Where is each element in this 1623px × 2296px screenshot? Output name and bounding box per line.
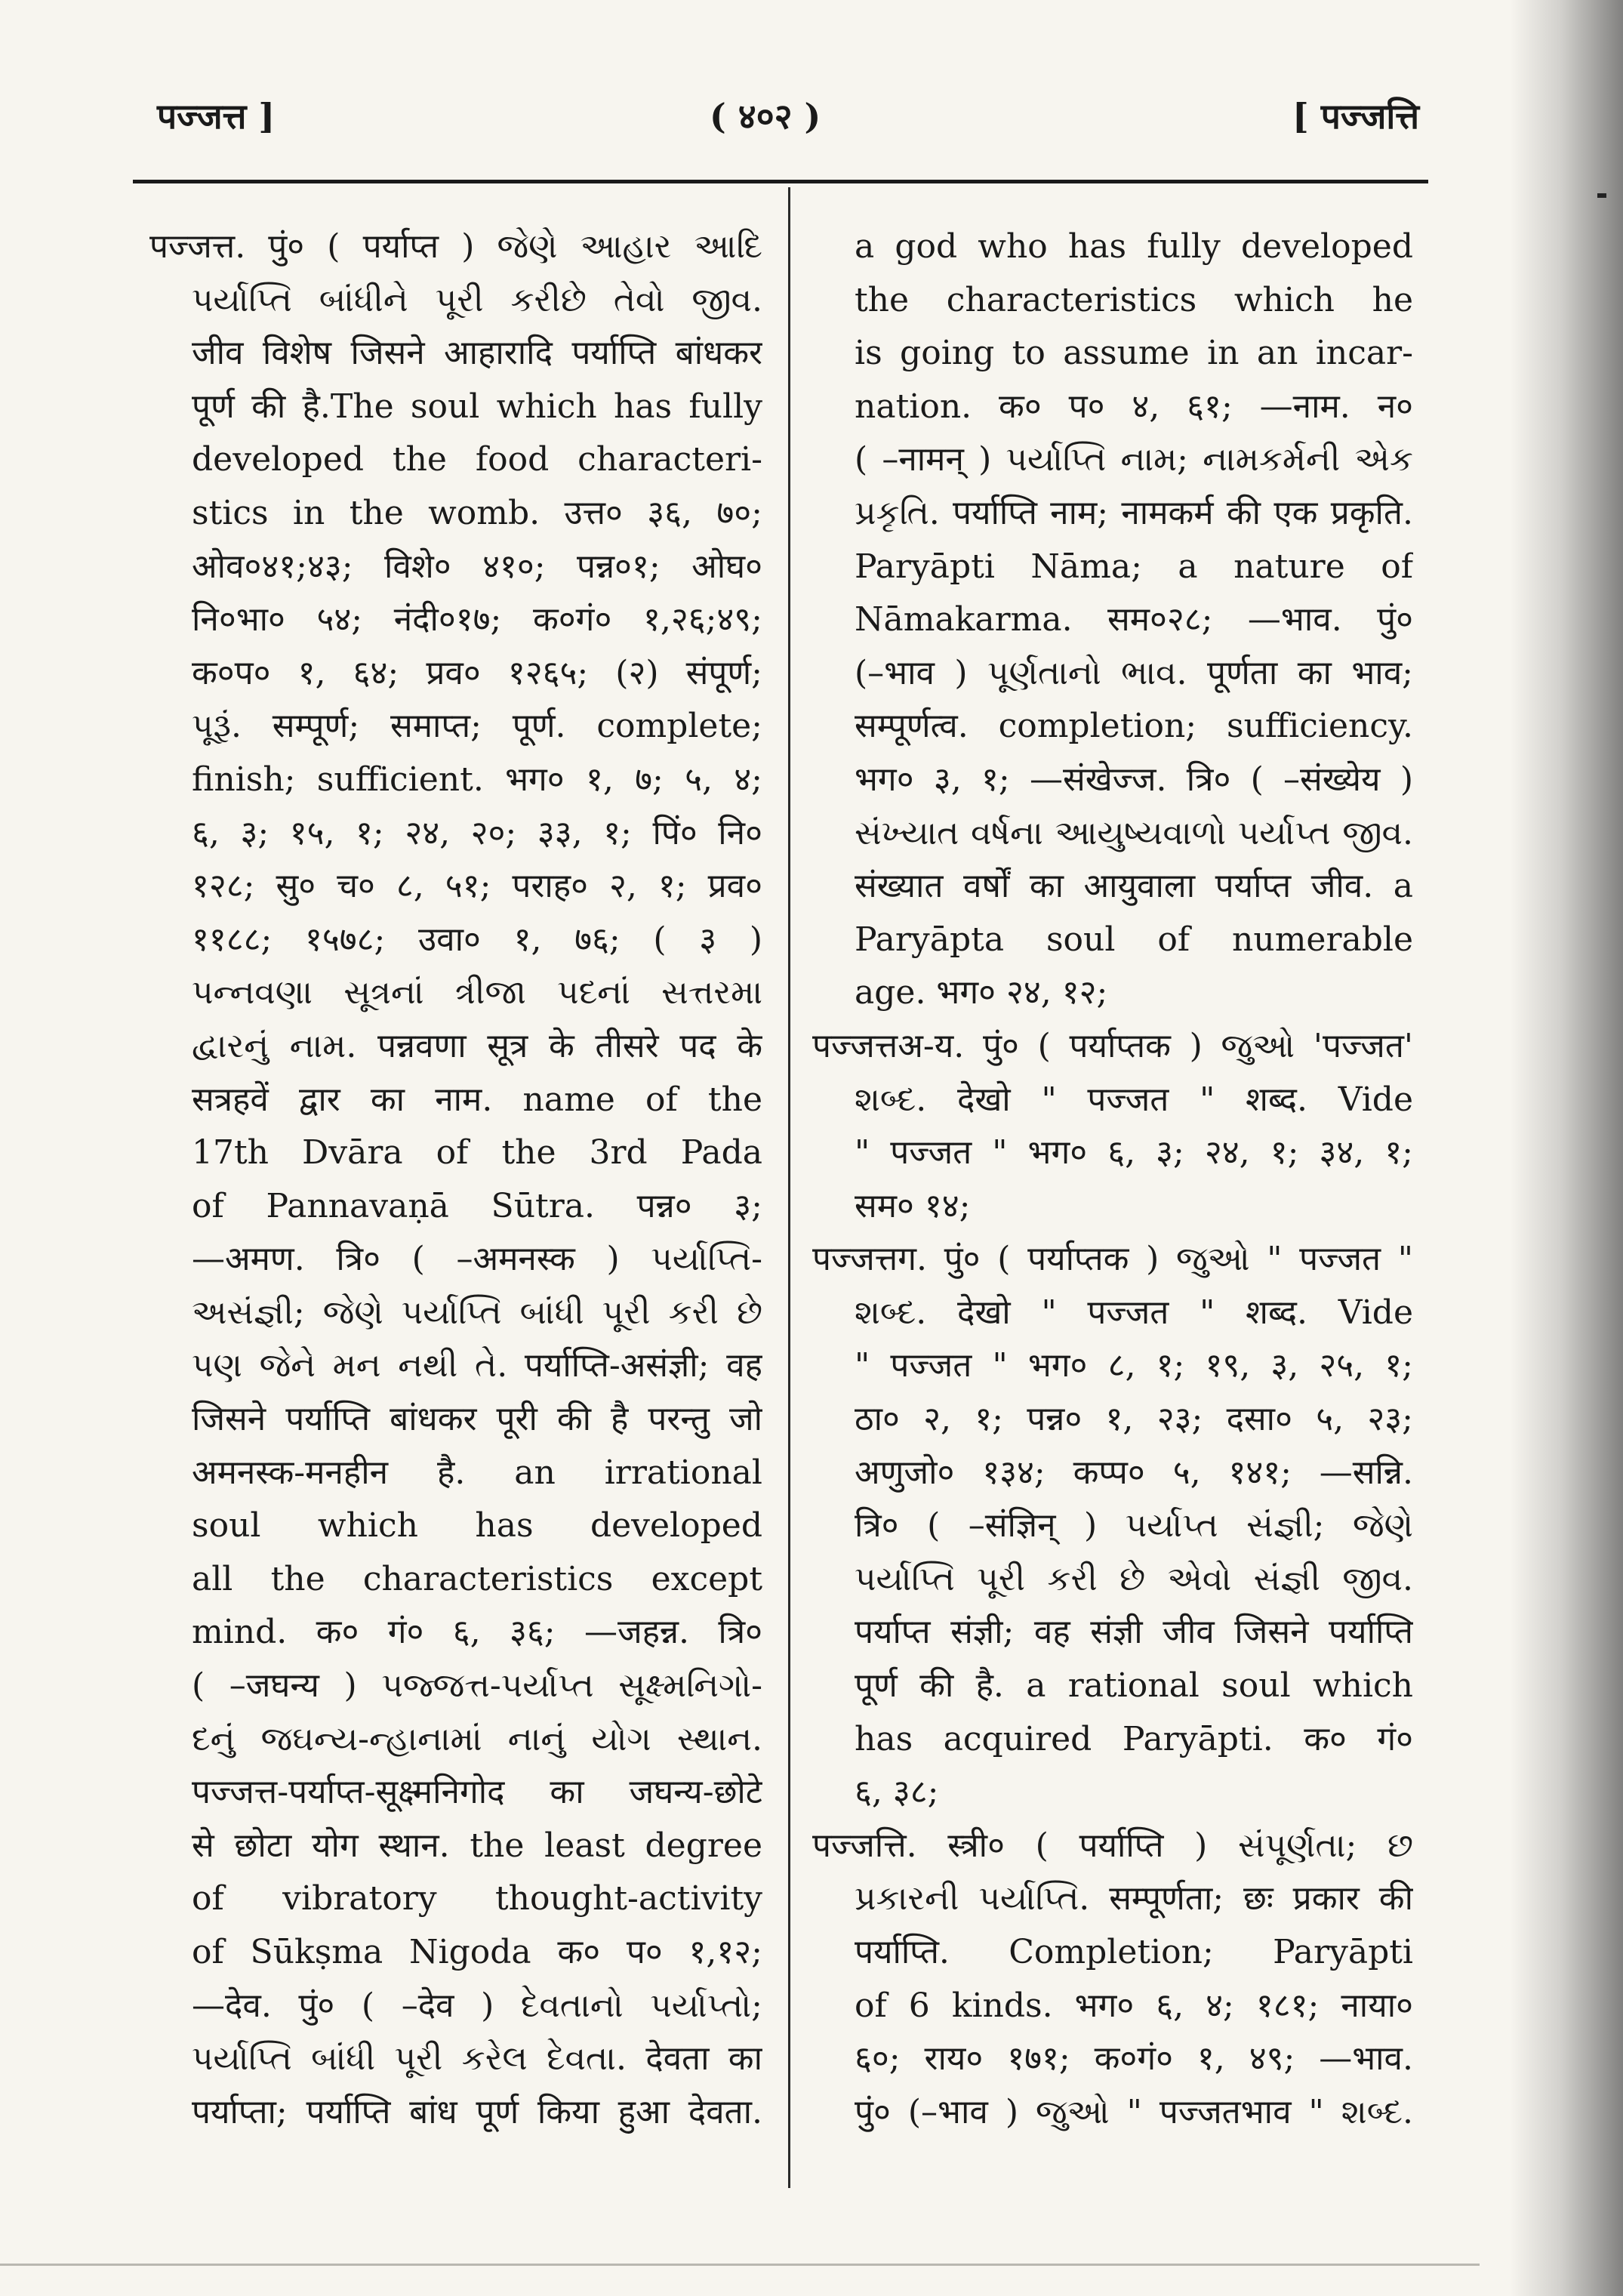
entry-line: પર્યાપ્તિ પૂરી કરી છે એવો સંજ્ઞી જીવ. <box>855 1559 1413 1598</box>
entry-line: Paryāpta soul of numerable <box>855 920 1413 959</box>
entry-line: પ્રકૃતિ. पर्याप्ति नाम; नामकर्म की एक प्रकृति. <box>855 493 1413 532</box>
header-left-guideword: पज्जत्त ] <box>157 96 276 137</box>
entry-headword-line: पज्जत्तअ-य. पुं० ( पर्याप्तक ) જુઓ 'पज्जत' <box>812 1026 1413 1065</box>
page-edge-mark <box>1597 193 1606 198</box>
entry-line: ६, ३८; <box>855 1773 939 1812</box>
entry-line: a god who has fully developed <box>855 227 1413 266</box>
entry-line: ( –नामन् ) પર્યાપ્તિ નામ; નામકર્મની એક <box>855 440 1413 479</box>
entry-line: पज्जत्त. पुं० ( पर्याप्त ) જેણે આહાર આદિ <box>149 227 762 266</box>
entry-line: अमनस्क-मनहीन है. an irrational <box>192 1453 762 1492</box>
entry-line: पुं० (–भाव ) જુઓ " पज्जतभाव " શબ્દ. <box>855 2092 1413 2131</box>
entry-line: finish; sufficient. भग० १, ७; ५, ४; <box>192 760 762 799</box>
page-number: ( ४०२ ) <box>710 96 821 137</box>
entry-headword-line: पज्जत्ति. स्त्री० ( पर्याप्ति ) સંપૂર્ણતા; છ <box>812 1826 1413 1865</box>
entry-line: से छोटा योग स्थान. the least degree <box>192 1826 762 1865</box>
entry-line: पर्याप्त संज्ञी; वह संज्ञी जीव जिसने पर्याप्ति <box>855 1613 1413 1652</box>
entry-line: the characteristics which he <box>855 280 1413 319</box>
entry-line: soul which has developed <box>192 1506 762 1546</box>
right-column <box>812 220 1413 2139</box>
page-bottom-edge <box>0 2264 1480 2266</box>
entry-headword-line: पज्जत्तग. पुं० ( पर्याप्तक ) જુઓ " पज्जत " <box>812 1240 1413 1279</box>
entry-line: has acquired Paryāpti. क० गं० <box>855 1719 1413 1758</box>
entry-line: जीव विशेष जिसने आहारादि पर्याप्ति बांधकर <box>192 334 762 373</box>
entry-line: सम० १४; <box>855 1186 971 1225</box>
entry-line: पर्याप्ति. Completion; Paryāpti <box>855 1933 1413 1971</box>
entry-line: पर्याप्ता; पर्याप्ति बांध पूर्ण किया हुआ देवता. <box>192 2092 762 2131</box>
entry-line: (–भाव ) પૂર્ણતાનો ભાવ. पूर्णता का भाव; <box>855 653 1413 692</box>
entry-line: પન્નવણા સૂત્રનાં ત્રીજા પદનાં સત્તરમા <box>192 973 762 1012</box>
entry-line: सत्रहवें द्वार का नाम. name of the <box>192 1080 762 1119</box>
entry-line: ११८८; १५७८; उवा० १, ७६; ( ३ ) <box>192 920 762 959</box>
entry-line: पज्जत्त-पर्याप्त-सूक्ष्मनिगोद का जघन्य-छोटे <box>192 1773 762 1812</box>
entry-line: પર્યાપ્તિ બાંધીને પૂરી કરીછે તેવો જીવ. <box>192 280 762 319</box>
entry-line: અસંજ્ઞી; જેણે પર્યાપ્તિ બાંધી પૂરી કરી છે <box>192 1293 762 1332</box>
entry-line: " पज्जत " भग० ८, १; १९, ३, २५, १; <box>855 1346 1413 1385</box>
entry-line: nation. क० प० ४, ६१; —नाम. न० <box>855 387 1413 426</box>
entry-line: શબ્દ. देखो " पज्जत " शब्द. Vide <box>855 1080 1413 1119</box>
entry-line: १२८; सु० च० ८, ५१; पराह० २, १; प्रव० <box>192 867 762 906</box>
page-edge-shadow <box>1510 0 1623 2296</box>
entry-line: —अमण. त्रि० ( –अमनस्क ) પર્યાપ્તિ- <box>192 1240 762 1279</box>
entry-line: is going to assume in an incar- <box>855 334 1413 373</box>
entry-line: नि०भा० ५४; नंदी०१७; क०गं० १,२६;४९; <box>192 600 762 639</box>
entry-line: of 6 kinds. भग० ६, ४; १८१; नाया० <box>855 1986 1413 2025</box>
entry-line: શબ્દ. देखो " पज्जत " शब्द. Vide <box>855 1293 1413 1332</box>
entry-line: क०प० १, ६४; प्रव० १२६५; (२) संपूर्ण; <box>192 653 762 692</box>
entry-line: ६, ३; १५, १; २४, २०; ३३, १; पिं० नि० <box>192 813 762 852</box>
column-divider <box>788 187 790 2188</box>
entry-line: सम्पूर्णत्व. completion; sufficiency. <box>855 707 1413 746</box>
entry-line: of Sūkṣma Nigoda क० प० १,१२; <box>192 1933 762 1971</box>
entry-line: संख्यात वर्षों का आयुवाला पर्याप्त जीव. a <box>855 867 1413 906</box>
entry-line: पूर्ण की है. a rational soul which <box>855 1666 1413 1706</box>
entry-line: " पज्जत " भग० ६, ३; २४, १; ३४, १; <box>855 1133 1413 1173</box>
entry-line: stics in the womb. उत्त० ३६, ७०; <box>192 493 762 532</box>
header-rule <box>133 180 1428 183</box>
entry-line: developed the food characteri- <box>192 440 762 479</box>
entry-line: जिसने पर्याप्ति बांधकर पूरी की है परन्तु जो <box>192 1400 762 1439</box>
entry-line: ओव०४१;४३; विशे० ४१०; पन्न०१; ओघ० <box>192 547 762 586</box>
entry-line: भग० ३, १; —संखेज्ज. त्रि० ( –संख्येय ) <box>855 760 1413 799</box>
entry-line: પૂરૂં. सम्पूर्ण; समाप्त; पूर्ण. complete; <box>192 707 762 746</box>
entry-line: દનું જઘન્ય-ન્હાનામાં નાનું યોગ સ્થાન. <box>192 1719 762 1758</box>
entry-line: age. भग० २४, १२; <box>855 973 1108 1012</box>
entry-line: પ્રકારની પર્યાપ્તિ. सम्पूर्णता; छः प्रकार की <box>855 1879 1413 1918</box>
entry-line: त्रि० ( –संज्ञिन् ) પર્યાપ્ત સંજ્ઞી; જેણે <box>855 1506 1413 1546</box>
entry-line: પર્યાપ્તિ બાંધી પૂરી કરેલ દેવતા. देवता का <box>192 2039 762 2079</box>
entry-line: સંખ્યાત વર્ષના આયુષ્યવાળો પર્યાપ્ત જીવ. <box>855 813 1413 852</box>
entry-line: ठा० २, १; पन्न० १, २३; दसा० ५, २३; <box>855 1400 1413 1439</box>
entry-line: Paryāpti Nāma; a nature of <box>855 547 1413 586</box>
entry-line: ६०; राय० १७१; क०गं० १, ४९; —भाव. <box>855 2039 1413 2079</box>
entry-line: all the characteristics except <box>192 1559 762 1598</box>
entry-line: 17th Dvāra of the 3rd Pada <box>192 1133 762 1173</box>
entry-line: Nāmakarma. सम०२८; —भाव. पुं० <box>855 600 1413 639</box>
page-header <box>0 92 1480 153</box>
entry-line: —देव. पुं० ( –देव ) દેવતાનો પર્યાપ્તો; <box>192 1986 762 2025</box>
entry-line: ( –जघन्य ) પજ્જત્ત-પર્યાપ્ત સૂક્ષ્મનિગો- <box>192 1666 762 1706</box>
header-right-guideword: [ पज्जत्ति <box>1292 96 1420 137</box>
entry-line: अणुजो० १३४; कप्प० ५, १४१; —सन्नि. <box>855 1453 1413 1492</box>
entry-line: of vibratory thought-activity <box>192 1879 762 1918</box>
entry-line: દ્વારનું નામ. पन्नवणा सूत्र के तीसरे पद के <box>192 1026 762 1065</box>
left-column <box>149 220 762 2139</box>
entry-line: પણ જેને મન નથી તે. पर्याप्ति-असंज्ञी; वह <box>192 1346 762 1385</box>
entry-line: of Pannavaṇā Sūtra. पन्न० ३; <box>192 1186 762 1225</box>
entry-line: पूर्ण की है.The soul which has fully <box>192 387 762 426</box>
entry-line: mind. क० गं० ६, ३६; —जहन्न. त्रि० <box>192 1613 762 1652</box>
